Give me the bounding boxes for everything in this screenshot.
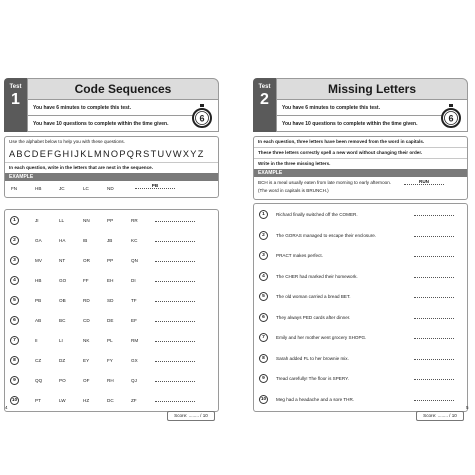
title-bar (27, 78, 219, 100)
test-label: Test (9, 84, 22, 90)
question-row (254, 227, 467, 247)
answer-field[interactable] (155, 361, 195, 362)
questions-text: You have 10 questions to complete within the time given. (33, 121, 169, 127)
letter-pair: QQ (35, 378, 43, 383)
question-sentence: Richard finally switched off the COMER. (276, 212, 358, 217)
letter-pair: LI (59, 338, 63, 343)
letter-pair: FF (83, 278, 89, 283)
example-row (254, 177, 467, 199)
example-pair: HB (35, 186, 42, 191)
letter-pair: RH (107, 378, 114, 383)
question-number: 3 (10, 256, 19, 265)
letter-pair: HB (35, 278, 42, 283)
test-number-box (253, 78, 276, 132)
answer-field[interactable] (155, 241, 195, 242)
question-row (5, 392, 218, 412)
answer-field[interactable] (155, 301, 195, 302)
letter-pair: DE (107, 318, 114, 323)
question-number: 8 (259, 354, 268, 363)
example-row (5, 181, 218, 197)
test-number: 1 (11, 91, 20, 108)
letter-pair: QJ (131, 378, 137, 383)
instruction-2: These three letters correctly spell a new word without changing their order. (254, 147, 467, 158)
letter-pair: II (35, 338, 38, 343)
time-text: You have 6 minutes to complete this test. (277, 100, 443, 116)
question-sentence: Meg had a headache and a sore THR. (276, 396, 355, 402)
page-number-left: 4 (5, 405, 8, 410)
question-row (5, 332, 218, 352)
letter-pair: EY (83, 358, 90, 363)
letter-pair: DZ (59, 358, 66, 363)
letter-pair: IB (83, 238, 88, 243)
answer-field[interactable] (155, 221, 195, 222)
title-bar (276, 78, 468, 100)
question-number: 1 (10, 216, 19, 225)
question-number: 9 (10, 376, 19, 385)
question-number: 5 (259, 292, 268, 301)
letter-pair: GX (131, 358, 138, 363)
answer-field[interactable] (414, 297, 454, 298)
question-number: 3 (259, 251, 268, 260)
letter-pair: BC (59, 318, 66, 323)
question-number: 5 (10, 296, 19, 305)
questions-box (253, 203, 468, 412)
question-number: 6 (10, 316, 19, 325)
letter-pair: AB (35, 318, 42, 323)
letter-pair: EH (107, 278, 114, 283)
answer-field[interactable] (155, 281, 195, 282)
question-sentence: Emily and her mother went grocery SHOPG. (276, 335, 367, 340)
question-number: 4 (259, 272, 268, 281)
question-row (254, 309, 467, 329)
example-answer: RUN (404, 179, 444, 185)
letter-pair: PP (107, 218, 114, 223)
letter-pair: PO (59, 378, 66, 383)
letter-pair: OR (83, 258, 90, 263)
letter-pair: FY (107, 358, 113, 363)
example-pair: JC (59, 186, 65, 191)
question-number: 2 (259, 231, 268, 240)
question-row (254, 288, 467, 308)
question-row (5, 352, 218, 372)
question-sentence: Sarah added FL to her brownie mix. (276, 355, 349, 361)
example-pair: ND (107, 186, 114, 191)
letter-pair: HA (59, 238, 66, 243)
example-label: EXAMPLE (5, 173, 218, 181)
example-pair: FN (11, 186, 18, 191)
questions-text: You have 10 questions to complete within the time given. (282, 121, 418, 127)
example-label: EXAMPLE (254, 169, 467, 177)
test-number-box (4, 78, 27, 132)
score-box: Score: ........ / 10 (167, 411, 215, 421)
letter-pair: RM (131, 338, 139, 343)
letter-pair: OB (59, 298, 66, 303)
question-row (5, 232, 218, 252)
question-row (254, 206, 467, 226)
answer-field[interactable] (414, 256, 454, 257)
letter-pair: GO (59, 278, 67, 283)
letter-pair: MV (35, 258, 42, 263)
question-sentence: The CHER had marked their homework. (276, 273, 358, 279)
question-row (254, 350, 467, 370)
test-number: 2 (260, 91, 269, 108)
answer-field[interactable] (414, 318, 454, 319)
answer-field[interactable] (414, 400, 454, 401)
question-row (5, 312, 218, 332)
answer-field[interactable] (155, 401, 195, 402)
letter-pair: RD (83, 298, 90, 303)
question-number: 7 (10, 336, 19, 345)
question-sentence: The GORAS managed to escape their enclosure. (276, 232, 377, 238)
letter-pair: NN (83, 218, 90, 223)
answer-field[interactable] (414, 359, 454, 360)
example-note: (The word in capitals is BRUNCH.) (258, 188, 329, 193)
question-row (254, 268, 467, 288)
letter-pair: OF (83, 378, 90, 383)
answer-field[interactable] (414, 277, 454, 278)
question-row (5, 252, 218, 272)
letter-pair: EF (131, 318, 137, 323)
letter-pair: CZ (35, 358, 42, 363)
question-number: 1 (259, 210, 268, 219)
example-answer: PB (135, 183, 175, 189)
letter-pair: DI (131, 278, 136, 283)
letter-pair: PT (35, 398, 41, 403)
answer-field[interactable] (414, 379, 454, 380)
stopwatch-icon (440, 104, 462, 128)
letter-pair: JI (35, 218, 39, 223)
letter-pair: RR (131, 218, 138, 223)
letter-pair: DC (107, 398, 114, 403)
page-title: Code Sequences (74, 82, 172, 96)
letter-pair: NT (59, 258, 66, 263)
question-row (5, 212, 218, 232)
letter-pair: PL (107, 338, 113, 343)
letter-pair: HZ (83, 398, 90, 403)
score-box: Score: ........ / 10 (416, 411, 464, 421)
letter-pair: KC (131, 238, 138, 243)
question-number: 7 (259, 333, 268, 342)
instructions-box (4, 136, 219, 198)
question-row (5, 292, 218, 312)
page-title: Missing Letters (327, 82, 417, 96)
test-header (4, 78, 219, 132)
question-number: 6 (259, 313, 268, 322)
letter-pair: GA (35, 238, 42, 243)
letter-pair: QN (131, 258, 138, 263)
question-sentence: Tread carefully! The floor is SPERY. (276, 376, 349, 381)
example-pair: LC (83, 186, 89, 191)
question-number: 10 (260, 396, 267, 402)
question-number: 4 (10, 276, 19, 285)
questions-box (4, 209, 219, 412)
instructions-box (253, 136, 468, 200)
answer-field[interactable] (414, 236, 454, 237)
question-sentence: The old woman carried a bread BET. (276, 294, 351, 299)
answer-field[interactable] (155, 381, 195, 382)
test-label: Test (258, 84, 271, 90)
task-instruction: In each question, write in the letters that are next in the sequence. (5, 162, 218, 173)
test-header (253, 78, 468, 132)
timer-value: 6 (448, 113, 454, 124)
question-row (254, 391, 467, 411)
question-row (254, 329, 467, 349)
instruction-1: In each question, three letters have been removed from the word in capitals. (258, 139, 425, 144)
letter-pair: PP (107, 258, 114, 263)
question-row (254, 370, 467, 390)
right-page (253, 78, 468, 418)
letter-pair: PB (35, 298, 42, 303)
question-sentence: They always PED cards after dinner. (276, 314, 351, 320)
question-number: 9 (259, 374, 268, 383)
question-row (254, 247, 467, 267)
question-number: 2 (10, 236, 19, 245)
letter-pair: JB (107, 238, 113, 243)
example-sentence: BCH is a meal usually eaten from late morning to early afternoon. (258, 180, 392, 185)
stopwatch-icon (191, 104, 213, 128)
question-row (5, 272, 218, 292)
letter-pair: SD (107, 298, 114, 303)
letter-pair: TF (131, 298, 137, 303)
alphabet-strip: ABCDEFGHIJKLMNOPQRSTUVWXYZ (9, 149, 205, 159)
answer-field[interactable] (414, 338, 454, 339)
question-number: 8 (10, 356, 19, 365)
letter-pair: ZF (131, 398, 137, 403)
question-number: 10 (11, 398, 18, 403)
answer-field[interactable] (155, 341, 195, 342)
alphabet-instruction: Use the alphabet below to help you with these questions. (9, 139, 125, 144)
question-sentence: PRACT makes perfect. (276, 253, 323, 258)
answer-field[interactable] (155, 321, 195, 322)
time-text: You have 6 minutes to complete this test. (28, 100, 194, 116)
instruction-3: Write in the three missing letters. (254, 158, 467, 169)
letter-pair: LW (59, 398, 66, 403)
page-number-right: 5 (466, 405, 469, 410)
timer-value: 6 (199, 113, 205, 124)
letter-pair: LL (59, 218, 65, 223)
question-row (5, 372, 218, 392)
letter-pair: NK (83, 338, 90, 343)
left-page (4, 78, 219, 418)
letter-pair: CD (83, 318, 90, 323)
answer-field[interactable] (155, 261, 195, 262)
answer-field[interactable] (414, 215, 454, 216)
